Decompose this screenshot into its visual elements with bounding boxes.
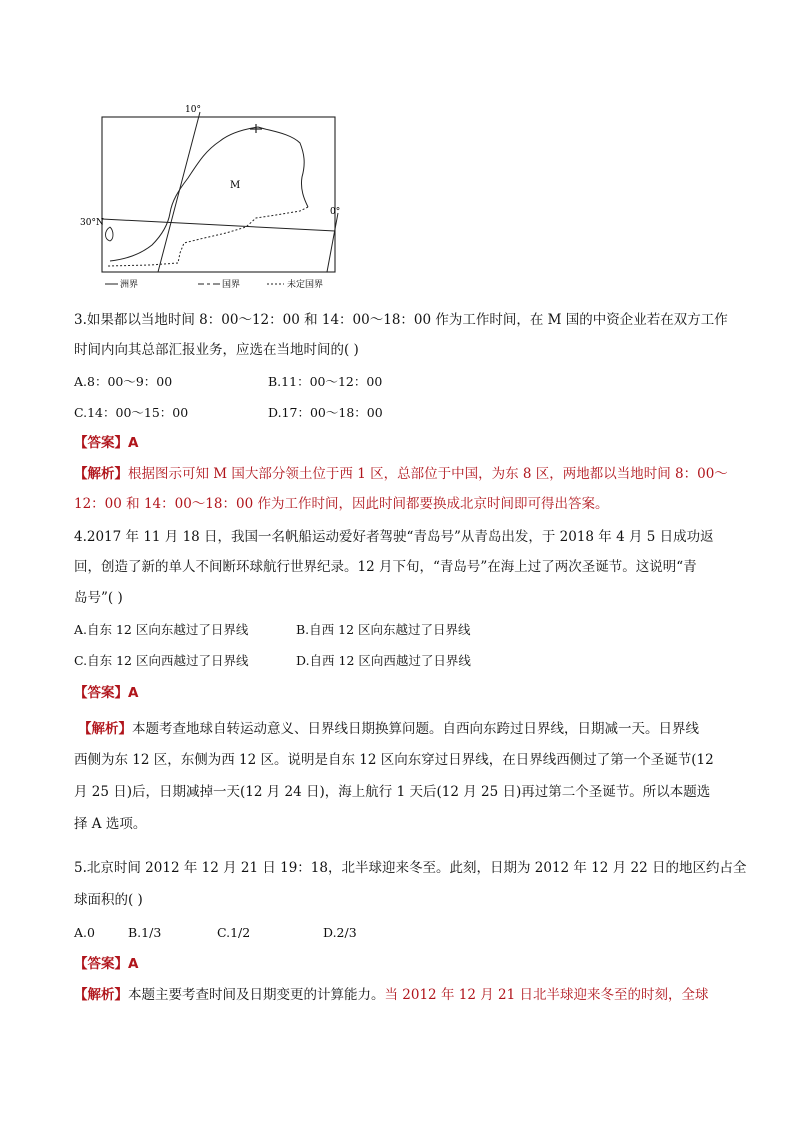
- q4-option-c: C.自东 12 区向西越过了日界线: [74, 653, 249, 668]
- analysis-tag: 【解析】: [78, 721, 132, 737]
- q3-option-a: A.8：00～9：00: [74, 374, 173, 389]
- island-outline: [106, 227, 114, 241]
- q5-analysis-text-1b: 当 2012 年 12 月 21 日北半球迎来冬至的时刻，全球: [384, 987, 709, 1003]
- q4-analysis-text-1: 本题考查地球自转运动意义、日界线日期换算问题。自西向东跨过日界线，日期减一天。日界线: [132, 721, 699, 737]
- label-country-m: M: [230, 180, 241, 191]
- q5-answer: [74, 954, 138, 974]
- legend-border-label: 国界: [222, 280, 241, 290]
- q4-analysis-line-4: 择 A 选项。: [74, 816, 147, 832]
- label-30n: 30°N: [80, 218, 104, 228]
- answer-value: A: [128, 956, 139, 972]
- q4-option-d: D.自西 12 区向西越过了日界线: [296, 653, 471, 668]
- q3-option-b: B.11：00～12：00: [268, 374, 383, 389]
- q4-answer: [74, 683, 138, 703]
- border-crossing-mark: [250, 124, 262, 133]
- q5-option-a: A.0: [74, 925, 95, 940]
- q3-option-c: C.14：00～15：00: [74, 405, 189, 420]
- q3-analysis-line-2: 12：00 和 14：00～18：00 作为工作时间，因此时间都要换成北京时间即可得出答案。: [74, 496, 609, 512]
- q5-stem-line-1: 5.北京时间 2012 年 12 月 21 日 19：18，北半球迎来冬至。此刻，日期为 2012 年 12 月 22 日的地区约占全: [74, 860, 747, 876]
- q5-stem-line-2: 球面积的( ): [74, 892, 143, 908]
- q4-analysis-line-1: [78, 719, 699, 739]
- q5-analysis-text-1a: 本题主要考查时间及日期变更的计算能力。: [128, 987, 385, 1003]
- answer-tag: 【答案】: [74, 685, 128, 701]
- q5-option-c: C.1/2: [217, 925, 251, 940]
- q4-option-b: B.自西 12 区向东越过了日界线: [296, 622, 471, 637]
- label-0-deg: 0°: [330, 207, 341, 217]
- region-map: [80, 103, 350, 293]
- undefined-border: [108, 207, 308, 266]
- answer-tag: 【答案】: [74, 435, 128, 451]
- q5-option-b: B.1/3: [128, 925, 162, 940]
- q3-analysis-line-1: [74, 464, 728, 484]
- q5-analysis-line-1: [74, 985, 708, 1005]
- meridian-0-line: [327, 213, 338, 272]
- q3-stem-line-2: 时间内向其总部汇报业务，应选在当地时间的( ): [74, 342, 359, 358]
- q5-option-d: D.2/3: [323, 925, 357, 940]
- q4-analysis-line-3: 月 25 日)后，日期减掉一天(12 月 24 日)，海上航行 1 天后(12 月 25 日)再过第二个圣诞节。所以本题选: [74, 784, 711, 800]
- map-frame: [102, 117, 335, 272]
- q3-answer: [74, 433, 138, 453]
- q3-option-d: D.17：00～18：00: [268, 405, 383, 420]
- q4-stem-line-1: 4.2017 年 11 月 18 日，我国一名帆船运动爱好者驾驶“青岛号”从青岛出发，于 2018 年 4 月 5 日成功返: [74, 529, 714, 545]
- q4-analysis-line-2: 西侧为东 12 区，东侧为西 12 区。说明是自东 12 区向东穿过日界线，在日界线西侧过了第一个圣诞节(12: [74, 752, 714, 768]
- legend-undefined-label: 未定国界: [287, 280, 324, 290]
- parallel-30n-line: [102, 219, 335, 231]
- analysis-tag: 【解析】: [74, 987, 128, 1003]
- legend-coast-label: 洲界: [120, 280, 139, 290]
- q3-stem-line-1: 3.如果都以当地时间 8：00～12：00 和 14：00～18：00 作为工作时间，在 M 国的中资企业若在双方工作: [74, 312, 728, 328]
- coastline: [110, 127, 258, 261]
- answer-value: A: [128, 435, 139, 451]
- meridian-10-line: [158, 112, 200, 272]
- national-border: [258, 127, 308, 207]
- answer-value: A: [128, 685, 139, 701]
- q3-analysis-text-1: 根据图示可知 M 国大部分领土位于西 1 区，总部位于中国，为东 8 区，两地都以当地时间 8：00～: [128, 466, 728, 482]
- analysis-tag: 【解析】: [74, 466, 128, 482]
- q4-stem-line-2: 回，创造了新的单人不间断环球航行世界纪录。12 月下旬，“青岛号”在海上过了两次圣诞节。这说明“青: [74, 559, 697, 575]
- q4-stem-line-3: 岛号”( ): [74, 590, 123, 606]
- label-10-deg: 10°: [185, 105, 201, 115]
- answer-tag: 【答案】: [74, 956, 128, 972]
- q4-option-a: A.自东 12 区向东越过了日界线: [74, 622, 249, 637]
